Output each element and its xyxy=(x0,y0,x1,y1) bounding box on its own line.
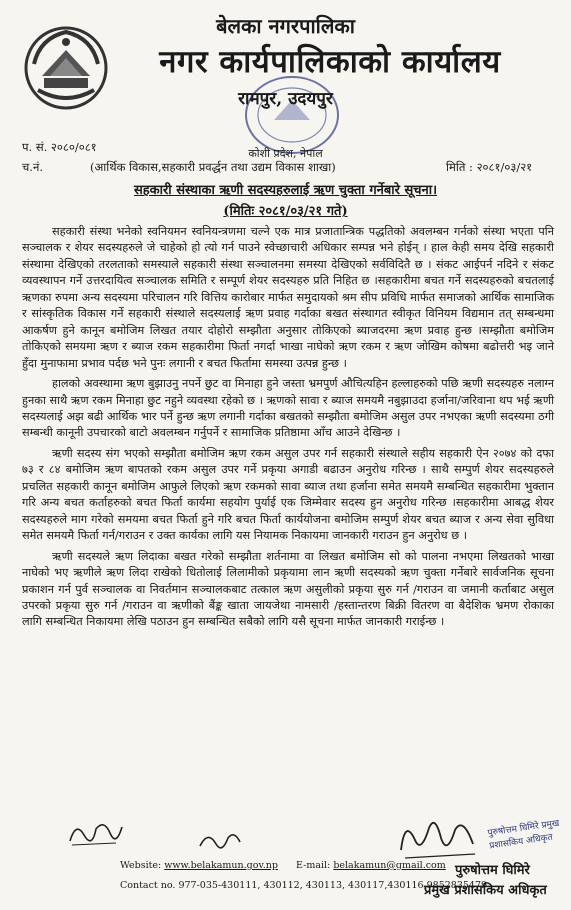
signature-left xyxy=(66,815,126,849)
website-link[interactable]: www.belakamun.gov.np xyxy=(164,860,278,871)
body-paragraph: ऋणी सदस्यले ऋण लिदाका बखत गरेको सम्झौता शर्तनामा वा लिखत बमोजिम सो को पालना नभएमा लिखतको भाखा नाघेको भए ऋणीले ऋण लिदा राखेको धितोलाई लिलामीको प्रकृयामा लान ऋणी सदस्यको ऋण चुक्ता गर्नेबारे सार्वजनिक सूचना प्रकाशन गर्न पुर्व सञ्चालक वा निवर्तमान सञ्चालकबाट तत्काल ऋण असुलीको प्रकृया सुरु गर्न /गराउन वा जमानी कर्ताबाट असुल उपरको प्रकृया सुरु गर्न /गराउन वा ऋणीको बैंङ्क खाता जायजेथा नामसारी /हस्तान्तरण बिक्री वितरण वा बैदेशिक भ्रमण रोकाका लागि सम्बन्धित निकायमा लेखि पठाउन हुन सम्बन्धित सबैको लागि यसै सूचना मार्फत जानकारी गराईन्छ । xyxy=(22,549,554,629)
officer-stamp: पुरुषोत्तम घिमिरे प्रमुख प्रशासकिय अधिकृत xyxy=(486,818,560,852)
signature-chief-officer xyxy=(395,810,480,866)
signer-title: प्रमुख प्रशासकिय अधिकृत xyxy=(424,883,547,898)
department-name: (आर्थिक विकास,सहकारी प्रवर्द्धन तथा उद्यम विकास शाखा) xyxy=(90,160,336,174)
notice-date: (मितिः २०८१/०३/२१ गते) xyxy=(223,204,348,219)
dispatch-number: च.नं. xyxy=(22,160,43,174)
notice-subject: सहकारी संस्थाका ऋणी सदस्यहरुलाई ऋण चुक्ता गर्नेबारे सूचना। xyxy=(133,183,438,198)
footer-website xyxy=(120,860,278,871)
letter-reference-number: प. सं. २०८०/०८१ xyxy=(22,140,97,154)
body-paragraph: ऋणी सदस्य संग भएको सम्झौता बमोजिम ऋण रकम असुल उपर गर्न सहकारी संस्थाले सहीय सहकारी ऐन २०७४ को दफा ७३ र ८४ बमोजिम ऋण बापतको रकम असुल उपर गर्ने प्रकृया अगाडी बढाउन अनुरोध गरिन्छ । साथै सम्पुर्ण शेयर सदस्यहरुले प्रचलित सहकारी कानून बमोजिम आफुले लिएको ऋण रकमको सावा ब्याज तथा हर्जाना समेत समयमै सम्बन्धित सहकारीमा भुक्तान गरि अन्य बचत कर्ताहरुको बचत फिर्ता कार्यमा सहयोग पुर्याई एक जिम्मेवार सदस्य हुन अनुरोध गरिन्छ ।सहकारीमा आबद्ध शेयर सदस्यहरुले माग गरेको समयमा बचत फिर्ता हुने गरि बचत फिर्ता कार्ययोजना बमोजिम सम्पुर्ण शेयर बचत ब्याज र अन्य सेवा सुविधा समेत समयमै फिर्ता गर्न/गराउन र उक्त कार्यका लागि यस नियामक निकायमा जानकारी गराउन हुन अनुरोध छ । xyxy=(22,446,554,543)
notice-body xyxy=(22,224,554,635)
signer-name: पुरुषोत्तम घिमिरे xyxy=(455,863,530,878)
letter-date: मिति : २०८१/०३/२१ xyxy=(446,160,533,174)
municipality-name: बेलका नगरपालिका xyxy=(216,14,355,38)
footer-contact: Contact no. 977-035-430111, 430112, 430113, 430117,430116,9852835479 xyxy=(120,880,488,891)
signature-middle xyxy=(196,826,244,856)
footer-email xyxy=(296,860,446,871)
office-name: नगर कार्यपालिकाको कार्यालय xyxy=(159,44,501,80)
email-label: E-mail: xyxy=(296,860,331,871)
email-link[interactable]: belakamun@gmail.com xyxy=(333,860,446,871)
body-paragraph: हालको अवस्थामा ऋण बुझाउनु नपर्ने छुट वा मिनाहा हुने जस्ता भ्रमपुर्ण औचित्यहिन हल्लाहरुको पछि ऋणी सदस्यहरु नलाग्न हुनका साथै ऋण रकम मिनाहा छुट नहुने व्यवस्था रहेको छ । ऋणको सावा र ब्याज समयमै नबुझाउदा हर्जाना/जरिवाना थप भई ऋणी सदस्यलाई अझ बढी आर्थिक भार पर्ने हुन्छ ऋण लगानी गर्दाका बखतको सम्झौता बमोजिम असुल उपर नभएका ऋणी सदस्यमा ठगी सम्बन्धी कानूनी उपचारको बाटो अवलम्बन गर्नुपर्ने र सामाजिक प्रतिष्ठामा आँच आउने देखिन्छ । xyxy=(22,377,554,440)
website-label: Website: xyxy=(120,860,162,871)
body-paragraph: सहकारी संस्था भनेको स्वनियमन स्वनियन्त्रणमा चल्ने एक मात्र प्रजातान्त्रिक पद्धतिको अवलम्बन गर्नको संस्था भएता पनि सञ्चालक र शेयर सदस्यहरुले जे चाहेको हो त्यो गर्न पाउने स्वेच्छाचारी अधिकार सम्पन्न भने होईन् । हाल केही समय देखि सहकारी संस्थामा देखिएको तरलताको समस्याले सहकारी संस्था सञ्चालनमा समस्या देखिएको सर्वविदितै छ । संकट आईपर्न नदिने र संकट व्यवस्थापन गर्ने उत्तरदायित्व सञ्चालक समिति र सम्पूर्ण शेयर सदस्यहरु प्रति निहित छ ।सहकारीमा बचत गर्ने सदस्यहरुको बचतलाई ऋणका रुपमा अन्य सदस्यमा परिचालन गरि वित्तिय कारोबार मार्फत समुदायको श्रम सीप प्रविधि मार्फत समाजको आर्थिक सामाजिक र सांस्कृतिक विकास गर्ने सहकारी संस्थाले सदस्यलाई ऋण प्रवाह गर्दाका बखत संस्थागत स्वीकृत विनियम विद्यमान तत् सम्बन्धमा आकर्षण हुने कानून बमोजिम लिखत तयार दोहोरो सम्झौता अनुसार तोकिएको ब्याजदरमा ऋण प्रवाह हुन्छ ।सम्झौता बमोजिम तोकिएको समयमा ऋण र ब्याज रकम सहकारीमा फिर्ता नगर्दा भाखा नाघेको ऋण रकम र ऋण जोखिम कोषमा बढोत्तरी भइ जाने हुँदा मुनाफामा प्रभाव पर्दछ भने पुनः लगानी र बचत फिर्तामा समस्या उत्पन्न हुन्छ । xyxy=(22,225,554,370)
office-address: रामपुर, उदयपुर xyxy=(238,89,333,109)
province-name: कोशी प्रदेश, नेपाल xyxy=(248,147,323,160)
